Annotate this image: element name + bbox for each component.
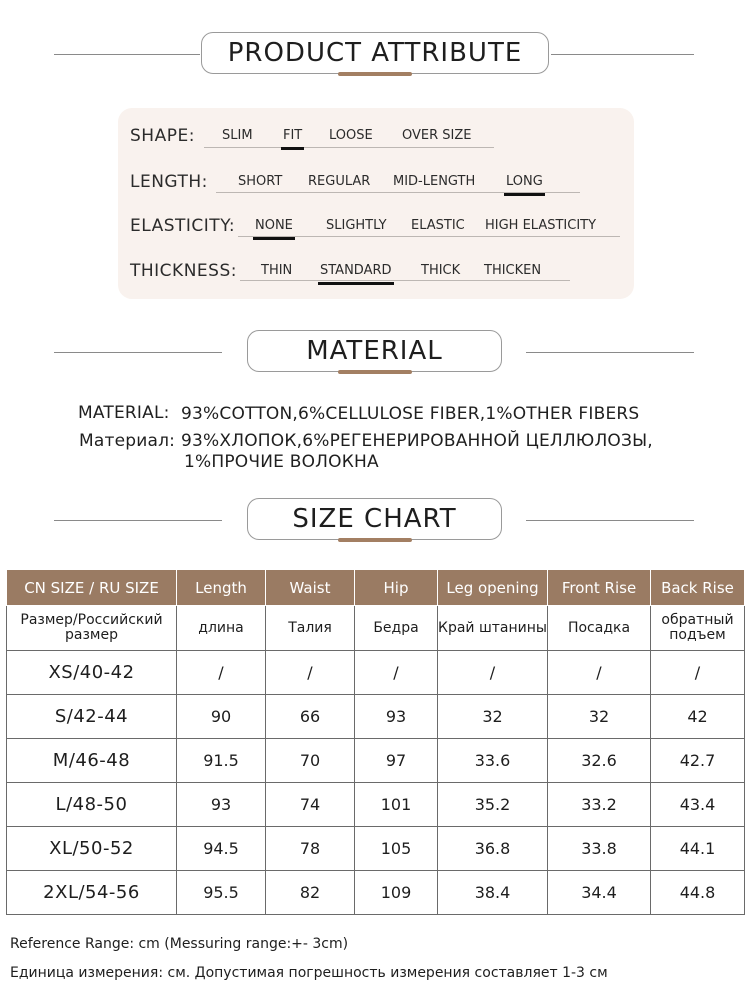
attribute-rule: [238, 236, 620, 237]
attribute-option: ELASTIC: [411, 218, 465, 233]
ru-header-cell: Бедра: [355, 606, 438, 651]
attribute-option: SLIGHTLY: [326, 218, 387, 233]
size-cell: L/48-50: [7, 783, 177, 827]
attribute-option: SHORT: [238, 174, 283, 189]
size-cell: 2XL/54-56: [7, 871, 177, 915]
section-title-material: MATERIAL: [247, 330, 502, 372]
title-accent-bar: [338, 72, 412, 76]
attribute-rule: [204, 147, 494, 148]
table-cell: 44.1: [651, 827, 745, 871]
ru-header-cell: длина: [177, 606, 266, 651]
material-ru-value: 93%ХЛОПОК,6%РЕГЕНЕРИРОВАННОЙ ЦЕЛЛЮЛОЗЫ,: [181, 431, 653, 451]
table-cell: 33.8: [548, 827, 651, 871]
table-cell: 32: [548, 695, 651, 739]
ru-header-cell: Посадка: [548, 606, 651, 651]
title-accent-bar: [338, 370, 412, 374]
attribute-option: HIGH ELASTICITY: [485, 218, 597, 233]
table-cell: /: [177, 651, 266, 695]
table-cell: /: [355, 651, 438, 695]
attribute-option-selected: LONG: [506, 174, 543, 189]
divider: [551, 54, 694, 55]
attribute-option: THICKEN: [484, 263, 542, 278]
attribute-card: [118, 108, 634, 299]
material-ru-value-cont: 1%ПРОЧИЕ ВОЛОКНА: [184, 452, 379, 472]
table-cell: 42: [651, 695, 745, 739]
table-cell: 33.6: [438, 739, 548, 783]
table-cell: 90: [177, 695, 266, 739]
attribute-row-elasticity: [118, 210, 634, 250]
section-title-product-attribute: PRODUCT ATTRIBUTE: [201, 32, 549, 74]
divider: [54, 520, 222, 521]
attribute-row-thickness: [118, 255, 634, 295]
table-cell: /: [438, 651, 548, 695]
table-cell: 78: [266, 827, 355, 871]
table-cell: 35.2: [438, 783, 548, 827]
material-en-value: 93%COTTON,6%CELLULOSE FIBER,1%OTHER FIBERS: [181, 404, 640, 424]
attribute-option: SLIM: [222, 128, 253, 143]
table-row: [7, 827, 745, 871]
size-cell: XL/50-52: [7, 827, 177, 871]
table-cell: /: [651, 651, 745, 695]
ru-header-cell: Талия: [266, 606, 355, 651]
table-cell: 93: [355, 695, 438, 739]
table-cell: 94.5: [177, 827, 266, 871]
table-cell: 38.4: [438, 871, 548, 915]
attribute-row-shape: [118, 120, 634, 160]
material-ru-label: Материал:: [79, 431, 176, 451]
material-header: [0, 330, 750, 376]
table-cell: 95.5: [177, 871, 266, 915]
table-cell: 42.7: [651, 739, 745, 783]
ru-header-cell: обратный подъем: [651, 606, 745, 651]
table-row: [7, 695, 745, 739]
ru-header-cell: Размер/Российский размер: [7, 606, 177, 651]
table-cell: 74: [266, 783, 355, 827]
table-cell: /: [548, 651, 651, 695]
attribute-row-length: [118, 166, 634, 206]
attribute-label: LENGTH:: [130, 172, 208, 192]
table-row: [7, 783, 745, 827]
table-row: [7, 651, 745, 695]
attribute-option-selected: NONE: [255, 218, 293, 233]
table-cell: 101: [355, 783, 438, 827]
table-cell: 32.6: [548, 739, 651, 783]
table-cell: 109: [355, 871, 438, 915]
table-cell: 43.4: [651, 783, 745, 827]
table-cell: 44.8: [651, 871, 745, 915]
attribute-option: THICK: [421, 263, 461, 278]
section-title-size-chart: SIZE CHART: [247, 498, 502, 540]
attribute-option: LOOSE: [329, 128, 373, 143]
table-cell: 70: [266, 739, 355, 783]
attribute-option: REGULAR: [308, 174, 371, 189]
attribute-label: THICKNESS:: [130, 261, 237, 281]
table-cell: 91.5: [177, 739, 266, 783]
title-accent-bar: [338, 538, 412, 542]
column-header-size: CN SIZE / RU SIZE: [7, 570, 177, 606]
column-header-hip: Hip: [355, 570, 438, 606]
product-attribute-header: [0, 32, 750, 78]
column-header-waist: Waist: [266, 570, 355, 606]
column-header-leg-opening: Leg opening: [438, 570, 548, 606]
table-cell: 33.2: [548, 783, 651, 827]
table-cell: 66: [266, 695, 355, 739]
attribute-option: MID-LENGTH: [393, 174, 476, 189]
divider: [526, 352, 694, 353]
table-row: [7, 871, 745, 915]
attribute-option-selected: FIT: [283, 128, 303, 143]
measurement-unit-note: Единица измерения: см. Допустимая погрешность измерения составляет 1-3 см: [10, 965, 608, 981]
ru-header-cell: Край штанины: [438, 606, 548, 651]
table-cell: 32: [438, 695, 548, 739]
column-header-front-rise: Front Rise: [548, 570, 651, 606]
table-cell: 34.4: [548, 871, 651, 915]
column-header-length: Length: [177, 570, 266, 606]
table-cell: 93: [177, 783, 266, 827]
table-cell: 105: [355, 827, 438, 871]
attribute-label: ELASTICITY:: [130, 216, 236, 236]
attribute-option: THIN: [261, 263, 293, 278]
attribute-option-selected: STANDARD: [320, 263, 392, 278]
table-header-row: [7, 570, 745, 606]
size-cell: S/42-44: [7, 695, 177, 739]
size-chart-header: [0, 498, 750, 544]
size-cell: M/46-48: [7, 739, 177, 783]
table-cell: 36.8: [438, 827, 548, 871]
attribute-label: SHAPE:: [130, 126, 195, 146]
table-cell: /: [266, 651, 355, 695]
size-cell: XS/40-42: [7, 651, 177, 695]
table-cell: 97: [355, 739, 438, 783]
size-chart-table: [6, 569, 745, 915]
material-en-label: MATERIAL:: [78, 403, 170, 423]
attribute-rule: [240, 280, 570, 281]
table-cell: 82: [266, 871, 355, 915]
reference-range-note: Reference Range: cm (Messuring range:+- 3cm): [10, 936, 349, 952]
divider: [54, 352, 222, 353]
divider: [526, 520, 694, 521]
column-header-back-rise: Back Rise: [651, 570, 745, 606]
table-row: [7, 739, 745, 783]
table-ru-header-row: [7, 606, 745, 651]
divider: [54, 54, 200, 55]
attribute-option: OVER SIZE: [402, 128, 472, 143]
